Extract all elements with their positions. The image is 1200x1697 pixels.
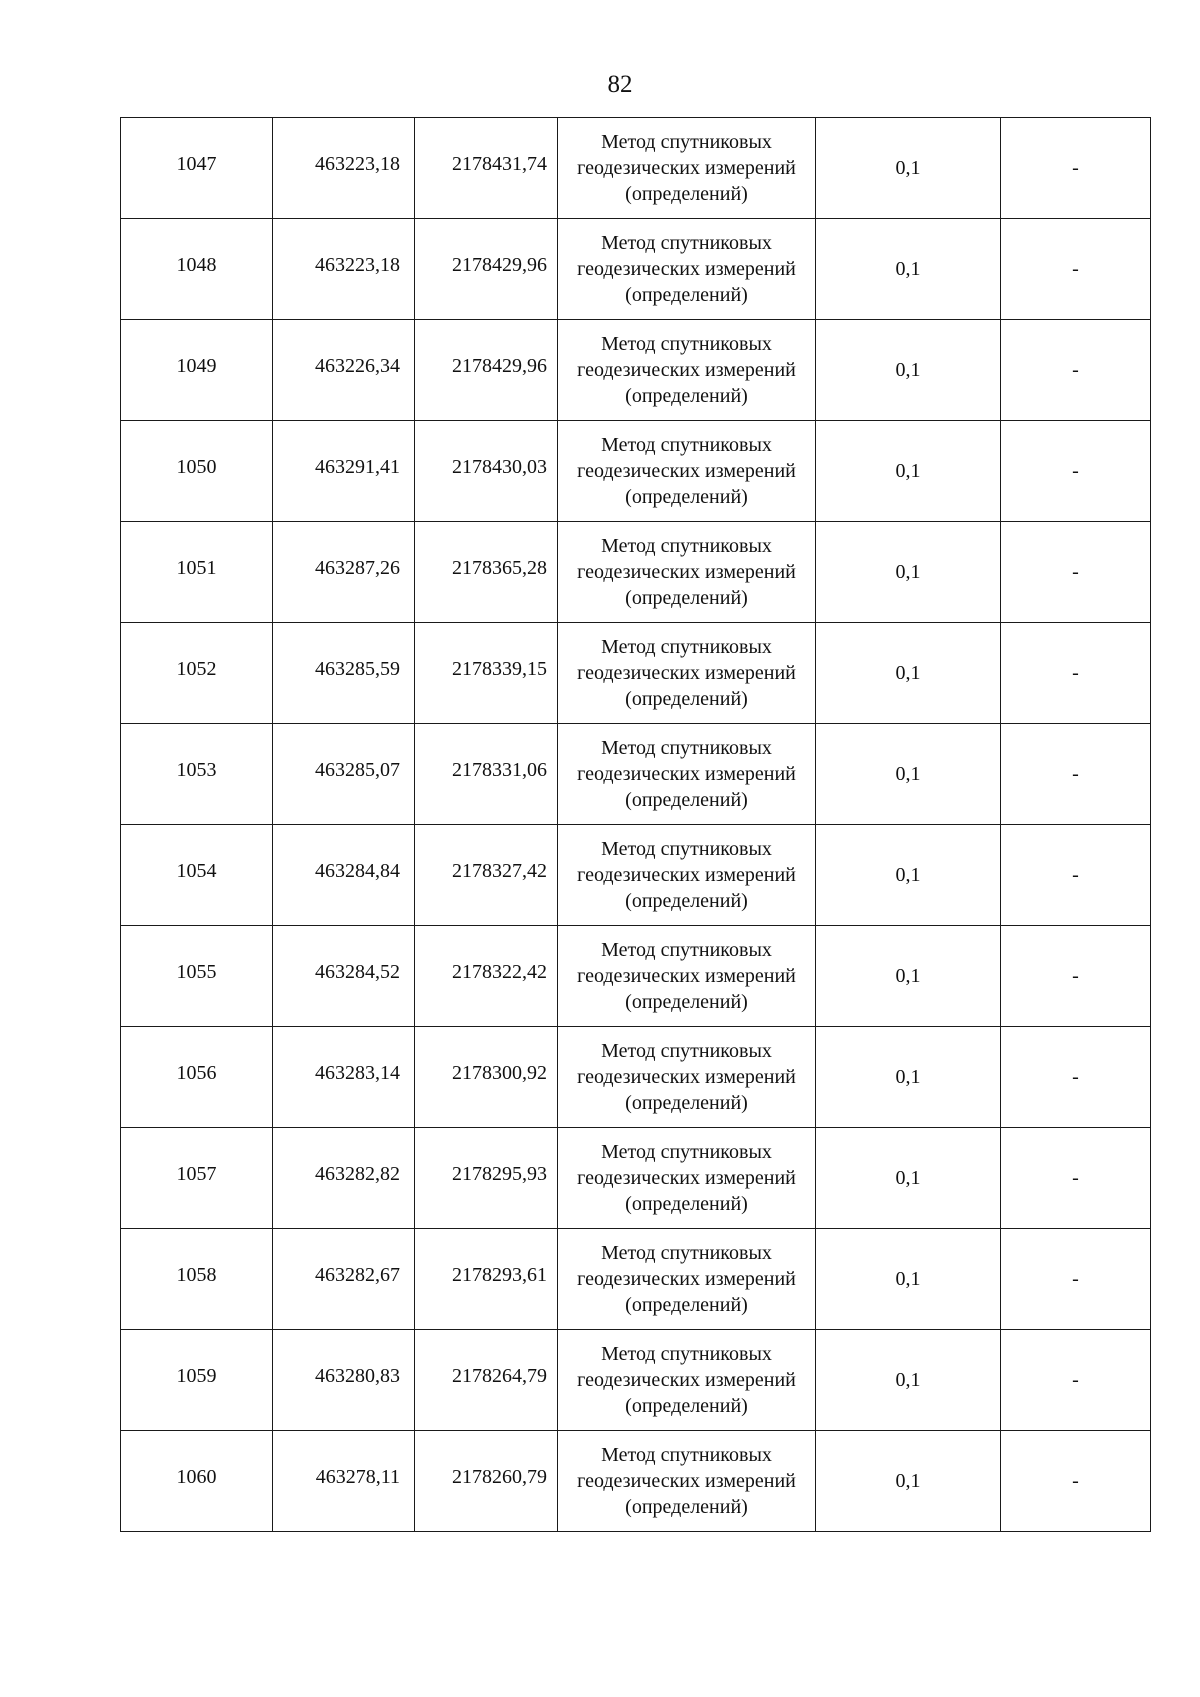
accuracy-cell <box>816 320 1001 421</box>
description-cell <box>1001 219 1151 320</box>
coordinates-table <box>120 117 1151 1532</box>
method-text: Метод спутниковых геодезических измерений (определений) <box>577 434 796 508</box>
y-coordinate: 2178327,42 <box>452 860 547 882</box>
description-cell <box>1001 1330 1151 1431</box>
y-coordinate: 2178295,93 <box>452 1163 547 1185</box>
description-cell <box>1001 1229 1151 1330</box>
table-row <box>121 320 1151 421</box>
point-number-cell <box>121 522 273 623</box>
point-number: 1053 <box>176 759 217 781</box>
description-value: - <box>1072 763 1079 785</box>
x-coordinate: 463278,11 <box>315 1466 400 1488</box>
table-row <box>121 421 1151 522</box>
x-coordinate-cell <box>273 522 415 623</box>
x-coordinate-cell <box>273 623 415 724</box>
accuracy-value: 0,1 <box>895 561 921 583</box>
x-coordinate-cell <box>273 1027 415 1128</box>
accuracy-value: 0,1 <box>895 1268 921 1290</box>
y-coordinate-cell <box>415 623 558 724</box>
accuracy-cell <box>816 623 1001 724</box>
method-text: Метод спутниковых геодезических измерений (определений) <box>577 939 796 1013</box>
point-number-cell <box>121 623 273 724</box>
y-coordinate: 2178429,96 <box>452 254 547 276</box>
x-coordinate: 463282,67 <box>315 1264 400 1286</box>
x-coordinate: 463283,14 <box>315 1062 400 1084</box>
table-row <box>121 825 1151 926</box>
method-text: Метод спутниковых геодезических измерений (определений) <box>577 232 796 306</box>
accuracy-value: 0,1 <box>895 864 921 886</box>
y-coordinate: 2178331,06 <box>452 759 547 781</box>
method-cell <box>558 623 816 724</box>
point-number-cell <box>121 724 273 825</box>
y-coordinate-cell <box>415 926 558 1027</box>
point-number: 1057 <box>176 1163 217 1185</box>
y-coordinate: 2178264,79 <box>452 1365 547 1387</box>
accuracy-cell <box>816 1229 1001 1330</box>
x-coordinate: 463285,07 <box>315 759 400 781</box>
x-coordinate-cell <box>273 825 415 926</box>
method-text: Метод спутниковых геодезических измерений (определений) <box>577 131 796 205</box>
point-number-cell <box>121 1431 273 1532</box>
accuracy-cell <box>816 421 1001 522</box>
description-cell <box>1001 926 1151 1027</box>
description-value: - <box>1072 359 1079 381</box>
description-value: - <box>1072 157 1079 179</box>
x-coordinate: 463285,59 <box>315 658 400 680</box>
x-coordinate: 463284,52 <box>315 961 400 983</box>
description-value: - <box>1072 258 1079 280</box>
point-number: 1049 <box>176 355 217 377</box>
point-number-cell <box>121 118 273 219</box>
x-coordinate: 463226,34 <box>315 355 400 377</box>
point-number: 1047 <box>176 153 217 175</box>
method-text: Метод спутниковых геодезических измерений (определений) <box>577 1444 796 1518</box>
accuracy-value: 0,1 <box>895 460 921 482</box>
y-coordinate: 2178429,96 <box>452 355 547 377</box>
accuracy-value: 0,1 <box>895 1167 921 1189</box>
description-cell <box>1001 1431 1151 1532</box>
description-value: - <box>1072 662 1079 684</box>
accuracy-cell <box>816 118 1001 219</box>
accuracy-value: 0,1 <box>895 763 921 785</box>
method-text: Метод спутниковых геодезических измерений (определений) <box>577 737 796 811</box>
description-cell <box>1001 421 1151 522</box>
description-value: - <box>1072 460 1079 482</box>
y-coordinate-cell <box>415 118 558 219</box>
y-coordinate-cell <box>415 1128 558 1229</box>
table-row <box>121 1431 1151 1532</box>
x-coordinate: 463280,83 <box>315 1365 400 1387</box>
y-coordinate-cell <box>415 320 558 421</box>
table-row <box>121 1229 1151 1330</box>
accuracy-value: 0,1 <box>895 1066 921 1088</box>
x-coordinate-cell <box>273 1431 415 1532</box>
accuracy-cell <box>816 724 1001 825</box>
point-number-cell <box>121 421 273 522</box>
table-row <box>121 926 1151 1027</box>
point-number: 1060 <box>176 1466 217 1488</box>
x-coordinate-cell <box>273 1330 415 1431</box>
point-number: 1059 <box>176 1365 217 1387</box>
method-cell <box>558 724 816 825</box>
x-coordinate-cell <box>273 1229 415 1330</box>
method-cell <box>558 118 816 219</box>
accuracy-value: 0,1 <box>895 1369 921 1391</box>
y-coordinate-cell <box>415 219 558 320</box>
x-coordinate: 463284,84 <box>315 860 400 882</box>
method-text: Метод спутниковых геодезических измерений (определений) <box>577 1040 796 1114</box>
point-number-cell <box>121 1229 273 1330</box>
y-coordinate-cell <box>415 1330 558 1431</box>
method-cell <box>558 1128 816 1229</box>
method-cell <box>558 1330 816 1431</box>
y-coordinate-cell <box>415 522 558 623</box>
table-row <box>121 724 1151 825</box>
x-coordinate-cell <box>273 219 415 320</box>
point-number-cell <box>121 926 273 1027</box>
table-row <box>121 1027 1151 1128</box>
description-cell <box>1001 825 1151 926</box>
y-coordinate: 2178339,15 <box>452 658 547 680</box>
table-row <box>121 1330 1151 1431</box>
point-number: 1054 <box>176 860 217 882</box>
x-coordinate-cell <box>273 118 415 219</box>
description-value: - <box>1072 561 1079 583</box>
table-row <box>121 623 1151 724</box>
accuracy-cell <box>816 825 1001 926</box>
accuracy-cell <box>816 1330 1001 1431</box>
method-cell <box>558 219 816 320</box>
point-number-cell <box>121 1128 273 1229</box>
y-coordinate-cell <box>415 724 558 825</box>
x-coordinate: 463223,18 <box>315 153 400 175</box>
x-coordinate: 463282,82 <box>315 1163 400 1185</box>
description-cell <box>1001 320 1151 421</box>
y-coordinate: 2178293,61 <box>452 1264 547 1286</box>
x-coordinate: 463291,41 <box>315 456 400 478</box>
method-cell <box>558 1229 816 1330</box>
x-coordinate: 463287,26 <box>315 557 400 579</box>
description-cell <box>1001 118 1151 219</box>
x-coordinate-cell <box>273 926 415 1027</box>
point-number-cell <box>121 219 273 320</box>
y-coordinate-cell <box>415 421 558 522</box>
accuracy-cell <box>816 926 1001 1027</box>
method-text: Метод спутниковых геодезических измерений (определений) <box>577 535 796 609</box>
method-cell <box>558 825 816 926</box>
point-number-cell <box>121 825 273 926</box>
point-number: 1048 <box>176 254 217 276</box>
point-number-cell <box>121 1027 273 1128</box>
y-coordinate-cell <box>415 1027 558 1128</box>
method-cell <box>558 1431 816 1532</box>
y-coordinate: 2178365,28 <box>452 557 547 579</box>
accuracy-cell <box>816 219 1001 320</box>
method-text: Метод спутниковых геодезических измерений (определений) <box>577 333 796 407</box>
accuracy-cell <box>816 1431 1001 1532</box>
method-cell <box>558 1027 816 1128</box>
point-number: 1050 <box>176 456 217 478</box>
description-value: - <box>1072 1066 1079 1088</box>
description-cell <box>1001 1128 1151 1229</box>
page-number: 82 <box>607 71 633 98</box>
description-cell <box>1001 623 1151 724</box>
point-number-cell <box>121 1330 273 1431</box>
accuracy-value: 0,1 <box>895 258 921 280</box>
point-number: 1055 <box>176 961 217 983</box>
y-coordinate-cell <box>415 1229 558 1330</box>
description-value: - <box>1072 1470 1079 1492</box>
y-coordinate-cell <box>415 1431 558 1532</box>
table-row <box>121 118 1151 219</box>
description-value: - <box>1072 1167 1079 1189</box>
accuracy-value: 0,1 <box>895 157 921 179</box>
point-number: 1052 <box>176 658 217 680</box>
accuracy-cell <box>816 1027 1001 1128</box>
method-cell <box>558 522 816 623</box>
accuracy-value: 0,1 <box>895 662 921 684</box>
description-cell <box>1001 1027 1151 1128</box>
description-value: - <box>1072 1268 1079 1290</box>
point-number: 1058 <box>176 1264 217 1286</box>
point-number: 1056 <box>176 1062 217 1084</box>
description-value: - <box>1072 965 1079 987</box>
table-row <box>121 522 1151 623</box>
x-coordinate-cell <box>273 320 415 421</box>
x-coordinate: 463223,18 <box>315 254 400 276</box>
y-coordinate: 2178430,03 <box>452 456 547 478</box>
method-cell <box>558 926 816 1027</box>
accuracy-value: 0,1 <box>895 965 921 987</box>
y-coordinate: 2178260,79 <box>452 1466 547 1488</box>
accuracy-cell <box>816 522 1001 623</box>
method-cell <box>558 421 816 522</box>
accuracy-value: 0,1 <box>895 359 921 381</box>
accuracy-value: 0,1 <box>895 1470 921 1492</box>
method-text: Метод спутниковых геодезических измерений (определений) <box>577 838 796 912</box>
table-body <box>121 118 1151 1532</box>
x-coordinate-cell <box>273 1128 415 1229</box>
point-number: 1051 <box>176 557 217 579</box>
point-number-cell <box>121 320 273 421</box>
method-text: Метод спутниковых геодезических измерений (определений) <box>577 636 796 710</box>
method-text: Метод спутниковых геодезических измерений (определений) <box>577 1343 796 1417</box>
table-row <box>121 219 1151 320</box>
method-text: Метод спутниковых геодезических измерений (определений) <box>577 1141 796 1215</box>
y-coordinate: 2178322,42 <box>452 961 547 983</box>
description-cell <box>1001 724 1151 825</box>
accuracy-cell <box>816 1128 1001 1229</box>
y-coordinate-cell <box>415 825 558 926</box>
description-value: - <box>1072 1369 1079 1391</box>
x-coordinate-cell <box>273 421 415 522</box>
description-cell <box>1001 522 1151 623</box>
method-cell <box>558 320 816 421</box>
y-coordinate: 2178300,92 <box>452 1062 547 1084</box>
table-row <box>121 1128 1151 1229</box>
description-value: - <box>1072 864 1079 886</box>
x-coordinate-cell <box>273 724 415 825</box>
method-text: Метод спутниковых геодезических измерений (определений) <box>577 1242 796 1316</box>
y-coordinate: 2178431,74 <box>452 153 547 175</box>
